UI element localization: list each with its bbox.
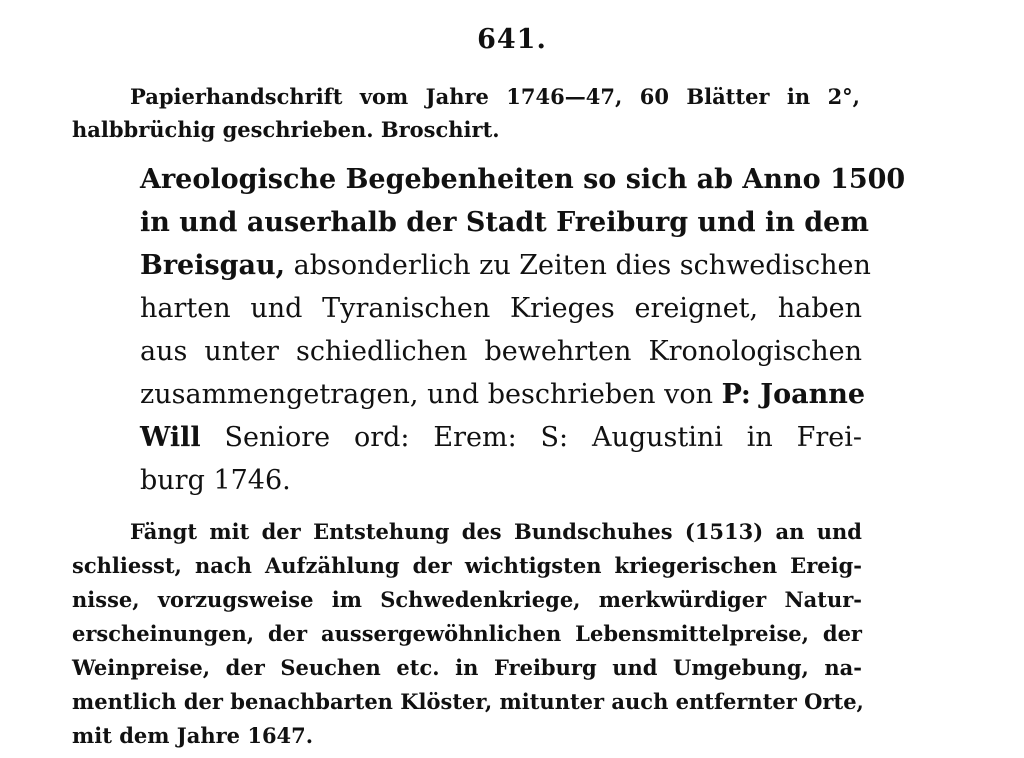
title-line-1: Areologische Begebenheiten so sich ab Anno 1500 bbox=[140, 164, 906, 195]
page-number: 641. bbox=[477, 24, 547, 55]
description-line-1: Fängt mit der Entstehung des Bundschuhes (1513) an und bbox=[130, 519, 862, 544]
description-line-3: nisse, vorzugsweise im Schwedenkriege, merkwürdiger Natur- bbox=[72, 587, 862, 612]
title-line-2: in und auserhalb der Stadt Freiburg und in dem bbox=[140, 207, 869, 238]
description-line-2: schliesst, nach Aufzählung der wichtigsten kriegerischen Ereig- bbox=[72, 553, 862, 578]
description-line-7: mit dem Jahre 1647. bbox=[72, 723, 314, 748]
title-line-3-rest: absonderlich zu Zeiten dies schwedischen bbox=[285, 250, 871, 281]
intro-line-1: Papierhandschrift vom Jahre 1746—47, 60 Blätter in 2°, bbox=[130, 84, 860, 109]
title-line-6-rest: zusammengetragen, und beschrieben von bbox=[140, 379, 722, 410]
title-line-7-rest: Seniore ord: Erem: S: Augustini in Frei- bbox=[200, 422, 862, 453]
title-line-7-bold: Will bbox=[140, 422, 201, 453]
title-line-5: aus unter schiedlichen bewehrten Kronologischen bbox=[140, 336, 862, 367]
title-line-3 bbox=[140, 250, 871, 281]
title-line-7 bbox=[140, 422, 862, 453]
description-line-6: mentlich der benachbarten Klöster, mitunter auch entfernter Orte, bbox=[72, 689, 864, 714]
intro-line-2: halbbrüchig geschrieben. Broschirt. bbox=[72, 117, 500, 142]
title-line-6 bbox=[140, 379, 866, 410]
description-line-5: Weinpreise, der Seuchen etc. in Freiburg und Umgebung, na- bbox=[72, 655, 862, 680]
description-line-4: erscheinungen, der aussergewöhnlichen Lebensmittelpreise, der bbox=[72, 621, 862, 646]
title-line-4: harten und Tyranischen Krieges ereignet, haben bbox=[140, 293, 862, 324]
title-line-8: burg 1746. bbox=[140, 465, 291, 496]
title-line-3-bold: Breisgau, bbox=[140, 250, 286, 281]
title-line-6-bold: P: Joanne bbox=[721, 379, 866, 410]
